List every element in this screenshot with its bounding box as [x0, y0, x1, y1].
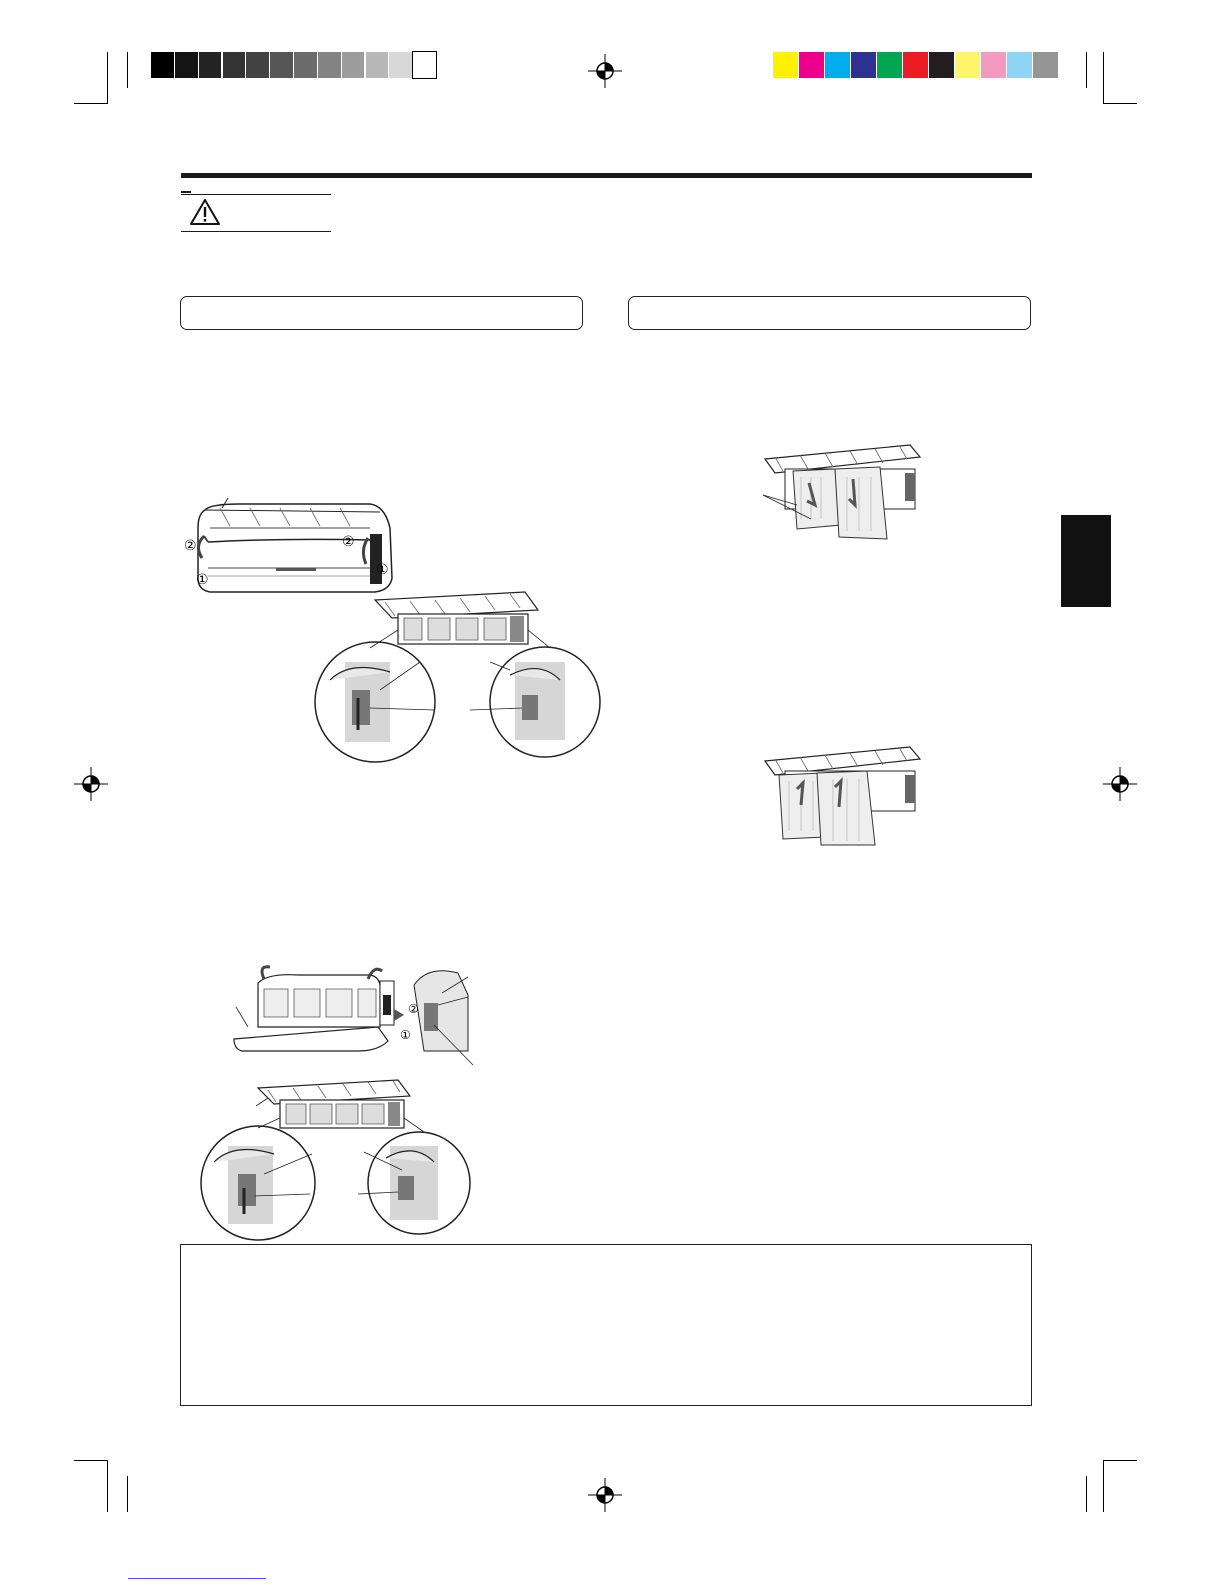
- section-heading-box-left: [180, 296, 583, 330]
- grayscale-swatch: [389, 52, 412, 78]
- process-color-bar: [773, 52, 1059, 78]
- filter-install-illustration: [755, 745, 925, 850]
- grayscale-color-bar: [151, 52, 437, 78]
- registration-mark-icon: [588, 54, 622, 88]
- process-color-swatch: [877, 52, 902, 78]
- chapter-tab: [1061, 515, 1111, 607]
- registration-mark-icon: [588, 1478, 622, 1512]
- callout-2-left: ②: [184, 538, 197, 554]
- process-color-swatch: [825, 52, 850, 78]
- process-color-swatch: [851, 52, 876, 78]
- callout-1-left: ①: [196, 572, 209, 588]
- process-color-swatch: [929, 52, 954, 78]
- process-color-swatch: [903, 52, 928, 78]
- filter-removal-illustration: [755, 443, 925, 543]
- grayscale-swatch: [413, 52, 436, 78]
- grayscale-swatch: [270, 52, 293, 78]
- process-color-swatch: [981, 52, 1006, 78]
- note-box: [180, 1244, 1032, 1406]
- grayscale-swatch: [318, 52, 341, 78]
- indoor-unit-open-panel-illustration: [180, 498, 400, 598]
- grayscale-swatch: [151, 52, 174, 78]
- header-rule: [181, 173, 1032, 178]
- registration-mark-icon: [1103, 767, 1137, 801]
- grayscale-swatch: [366, 52, 389, 78]
- process-color-swatch: [773, 52, 798, 78]
- grayscale-swatch: [294, 52, 317, 78]
- callout-2-right: ②: [342, 534, 355, 550]
- grayscale-swatch: [175, 52, 198, 78]
- filter-hook-detail-illustration: [310, 590, 600, 765]
- section-heading-box-right: [628, 296, 1031, 330]
- footer-line: [128, 1578, 266, 1579]
- callout-2-detail: ②: [408, 1002, 419, 1016]
- grayscale-swatch: [199, 52, 222, 78]
- registration-mark-icon: [74, 767, 108, 801]
- panel-close-illustration: [228, 955, 478, 1070]
- grayscale-swatch: [342, 52, 365, 78]
- callout-1-detail: ①: [400, 1028, 411, 1042]
- grayscale-swatch: [246, 52, 269, 78]
- process-color-swatch: [799, 52, 824, 78]
- process-color-swatch: [1033, 52, 1058, 78]
- caution-label: [181, 194, 331, 232]
- filter-hook-close-detail-illustration: [198, 1078, 478, 1243]
- warning-triangle-icon: [189, 198, 221, 226]
- callout-1-right: ①: [376, 562, 389, 578]
- grayscale-swatch: [223, 52, 246, 78]
- process-color-swatch: [1007, 52, 1032, 78]
- process-color-swatch: [955, 52, 980, 78]
